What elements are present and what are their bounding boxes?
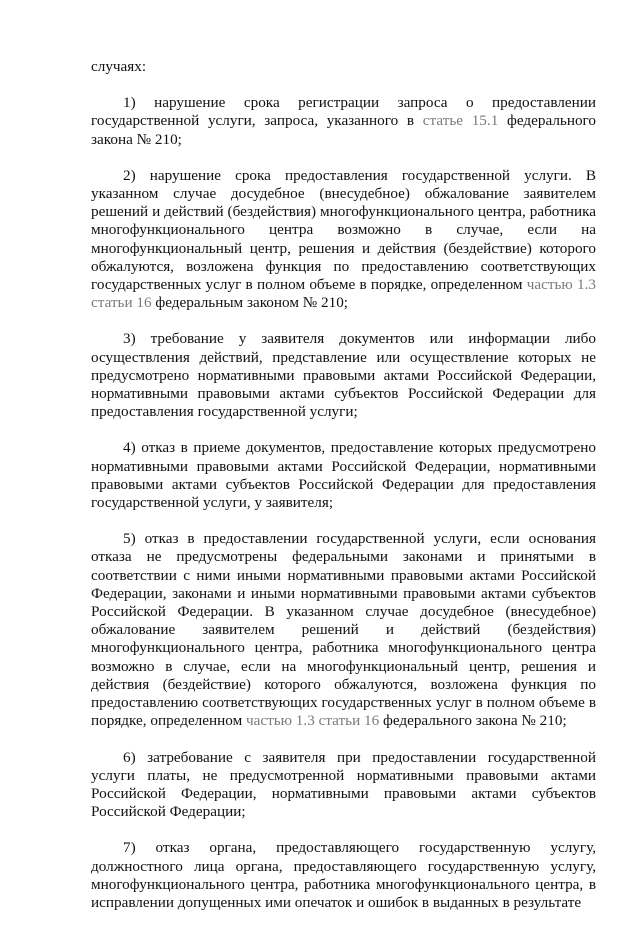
- list-item: [91, 439, 596, 512]
- document-body: [91, 58, 596, 930]
- list-item: [91, 167, 596, 313]
- paragraph-text: 3) требование у заявителя документов или информации либо осуществления действий, представление или осуществление которых не предусмотрено нормативными правовыми актами Российской Федерации, нормативными правовыми актами субъектов Российской Федерации для предоставления государственной услуги;: [91, 330, 596, 421]
- paragraph-text: федеральным законом № 210;: [151, 294, 349, 312]
- list-item: [91, 330, 596, 421]
- law-reference-link[interactable]: статье 15.1: [422, 112, 499, 130]
- list-item: [91, 749, 596, 822]
- law-reference-link[interactable]: частью 1.3 статьи 16: [91, 276, 597, 312]
- paragraph-text: федерального закона № 210;: [379, 712, 567, 730]
- paragraph-text: 2) нарушение срока предоставления государственной услуги. В указанном случае досудебное (внесудебное) обжалование заявителем решений и действий (бездействия) многофункционального центра, работника многофункционального центра возможно в случае, если на многофункциональный центр, решения и действия (бездействие) которого обжалуются, возложена функция по предоставлению соответствующих государственных услуг в полном объеме в порядке, определенном: [91, 166, 596, 294]
- list-item: [91, 839, 596, 912]
- paragraph-text: 7) отказ органа, предоставляющего государственную услугу, должностного лица органа, предоставляющего государственную услугу, многофункционального центра, работника многофункционального центра, в исправлении допущенных ими опечаток и ошибок в выданных в результате: [91, 839, 596, 911]
- paragraph-text: 4) отказ в приеме документов, предоставление которых предусмотрено нормативными правовыми актами Российской Федерации, нормативными правовыми актами субъектов Российской Федерации для предоставления государственной услуги, у заявителя;: [91, 439, 596, 512]
- intro-text: случаях:: [91, 58, 147, 75]
- list-item: [91, 94, 596, 149]
- law-reference-link[interactable]: частью 1.3 статьи 16: [245, 712, 380, 730]
- paragraph-text: 6) затребование с заявителя при предоставлении государственной услуги платы, не предусмотренной нормативными правовыми актами Российской Федерации, нормативными правовыми актами субъектов Российской Федерации;: [91, 748, 596, 821]
- paragraph-text: 5) отказ в предоставлении государственной услуги, если основания отказа не предусмотрены федеральными законами и принятыми в соответствии с ними иными нормативными правовыми актами Российской Федерации, законами и иными нормативными правовыми актами субъектов Российской Федерации. В указанном случае досудебное (внесудебное) обжалование заявителем решений и действий (бездействия) многофункционального центра, работника многофункционального центра возможно в случае, если на многофункциональный центр, решения и действия (бездействие) которого обжалуются, возложена функция по предоставлению соответствующих государственных услуг в полном объеме в порядке, определенном: [91, 530, 596, 730]
- list-item: [91, 530, 596, 730]
- item-list: [91, 94, 596, 912]
- paragraph-text: 1) нарушение срока регистрации запроса о предоставлении государственной услуги, запроса, указанного в: [91, 94, 596, 130]
- paragraph-text: федерального закона № 210;: [91, 112, 596, 148]
